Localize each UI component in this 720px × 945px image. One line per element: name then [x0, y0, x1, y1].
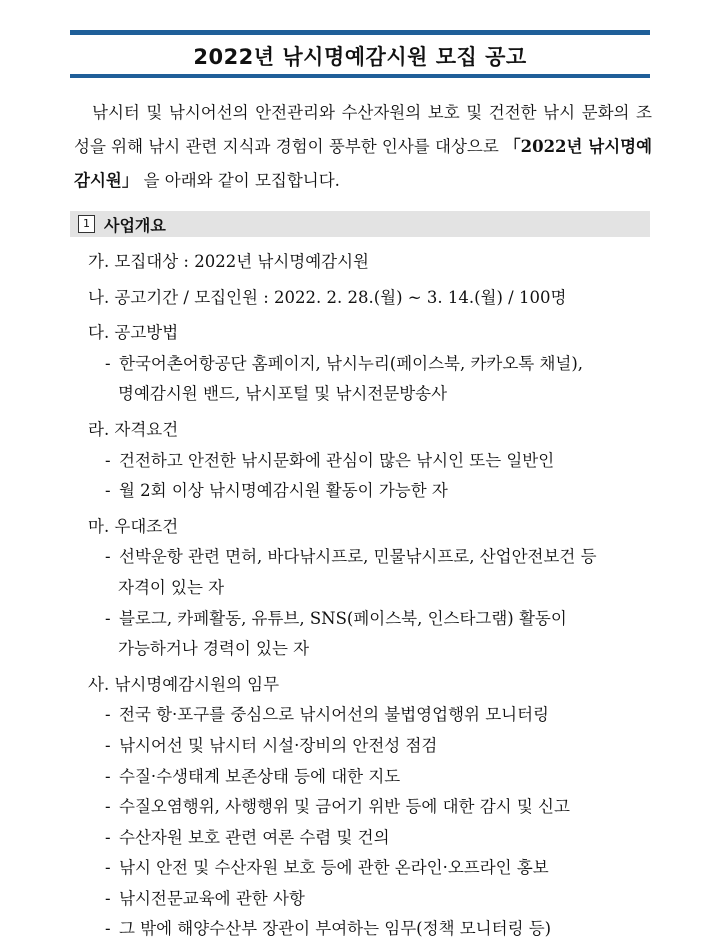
item-da: 다. 공고방법: [88, 323, 179, 343]
bullet-text: 블로그, 카페활동, 유튜브, SNS(페이스북, 인스타그램) 활동이: [119, 608, 567, 628]
bullet-text: 한국어촌어항공단 홈페이지, 낚시누리(페이스북, 카카오톡 채널),: [119, 353, 584, 373]
intro-emphasis: 2022년 낚시명예감시원: [74, 137, 653, 190]
item-sa: 사. 낚시명예감시원의 임무: [88, 674, 280, 694]
bullet-dash: -: [105, 450, 111, 470]
bullet-dash: -: [105, 858, 111, 878]
bullet-dash: -: [105, 608, 111, 628]
bullet-sa-6: [70, 853, 652, 884]
intro-line-2: 문화의 조성을 위해 낚시 관련 지식과 경험이 풍부한 인사를 대상으로: [74, 103, 652, 156]
bullet-text: 낚시어선 및 낚시터 시설·장비의 안전성 점검: [119, 735, 438, 755]
bullet-sa-5: [70, 823, 652, 854]
bullet-ma-2-continued: 가능하거나 경력이 있는 자: [118, 639, 310, 659]
section-number: 1: [78, 215, 95, 233]
bullet-text: 수질·수생태계 보존상태 등에 대한 지도: [119, 766, 401, 786]
bullet-text: 수질오염행위, 사행행위 및 금어기 위반 등에 대한 감시 및 신고: [119, 797, 570, 817]
bullet-ra-2: [70, 476, 652, 507]
bullet-da-1: [70, 349, 652, 380]
title-rule-bottom: [70, 74, 650, 78]
bullet-dash: -: [105, 547, 111, 567]
bullet-text: 그 밖에 해양수산부 장관이 부여하는 임무(정책 모니터링 등): [119, 919, 552, 939]
intro-bracket-open: 「: [504, 137, 521, 156]
bullet-ra-1: [70, 446, 652, 477]
page-title: 2022년 낚시명예감시원 모집 공고: [193, 45, 527, 69]
section-header: [70, 211, 650, 237]
bullet-dash: -: [105, 888, 111, 908]
bullet-sa-2: [70, 731, 652, 762]
bullet-dash: -: [105, 919, 111, 939]
bullet-dash: -: [105, 353, 111, 373]
item-ma: 마. 우대조건: [88, 516, 179, 536]
bullet-da-1-continued: 명예감시원 밴드, 낚시포털 및 낚시전문방송사: [118, 384, 448, 404]
bullet-dash: -: [105, 827, 111, 847]
bullet-sa-8: [70, 914, 652, 945]
bullet-sa-4: [70, 792, 652, 823]
bullet-ma-1-continued: 자격이 있는 자: [118, 577, 225, 597]
section-content: [70, 247, 652, 945]
item-ga: 가. 모집대상 : 2022년 낚시명예감시원: [88, 252, 369, 271]
bullet-dash: -: [105, 705, 111, 725]
bullet-ma-1: [70, 542, 652, 573]
bullet-text: 낚시 안전 및 수산자원 보호 등에 관한 온라인·오프라인 홍보: [119, 858, 549, 878]
intro-line-3-rest: 을 아래와 같이 모집합니다.: [138, 171, 340, 190]
intro-line-1: 낚시터 및 낚시어선의 안전관리와 수산자원의 보호 및 건전한 낚시: [92, 103, 576, 122]
bullet-dash: -: [105, 735, 111, 755]
bullet-dash: -: [105, 797, 111, 817]
bullet-text: 낚시전문교육에 관한 사항: [119, 888, 305, 908]
item-na: 나. 공고기간 / 모집인원 : 2022. 2. 28.(월) ~ 3. 14.(월) / 100명: [88, 287, 567, 307]
bullet-text: 선박운항 관련 면허, 바다낚시프로, 민물낚시프로, 산업안전보건 등: [119, 547, 597, 567]
bullet-dash: -: [105, 481, 111, 501]
bullet-dash: -: [105, 766, 111, 786]
bullet-sa-7: [70, 884, 652, 915]
section-label: 사업개요: [104, 216, 166, 235]
intro-bracket-close: 」: [121, 171, 139, 190]
item-ra: 라. 자격요건: [88, 419, 179, 439]
bullet-text: 전국 항·포구를 중심으로 낚시어선의 불법영업행위 모니터링: [119, 705, 549, 725]
bullet-sa-3: [70, 762, 652, 793]
title-band: [70, 30, 650, 80]
bullet-text: 월 2회 이상 낚시명예감시원 활동이 가능한 자: [119, 481, 448, 501]
bullet-sa-1: [70, 700, 652, 731]
bullet-text: 건전하고 안전한 낚시문화에 관심이 많은 낚시인 또는 일반인: [119, 450, 555, 470]
intro-paragraph: [74, 96, 652, 198]
title-rule-top: [70, 30, 650, 35]
bullet-ma-2: [70, 604, 652, 635]
bullet-text: 수산자원 보호 관련 여론 수렴 및 건의: [119, 827, 390, 847]
